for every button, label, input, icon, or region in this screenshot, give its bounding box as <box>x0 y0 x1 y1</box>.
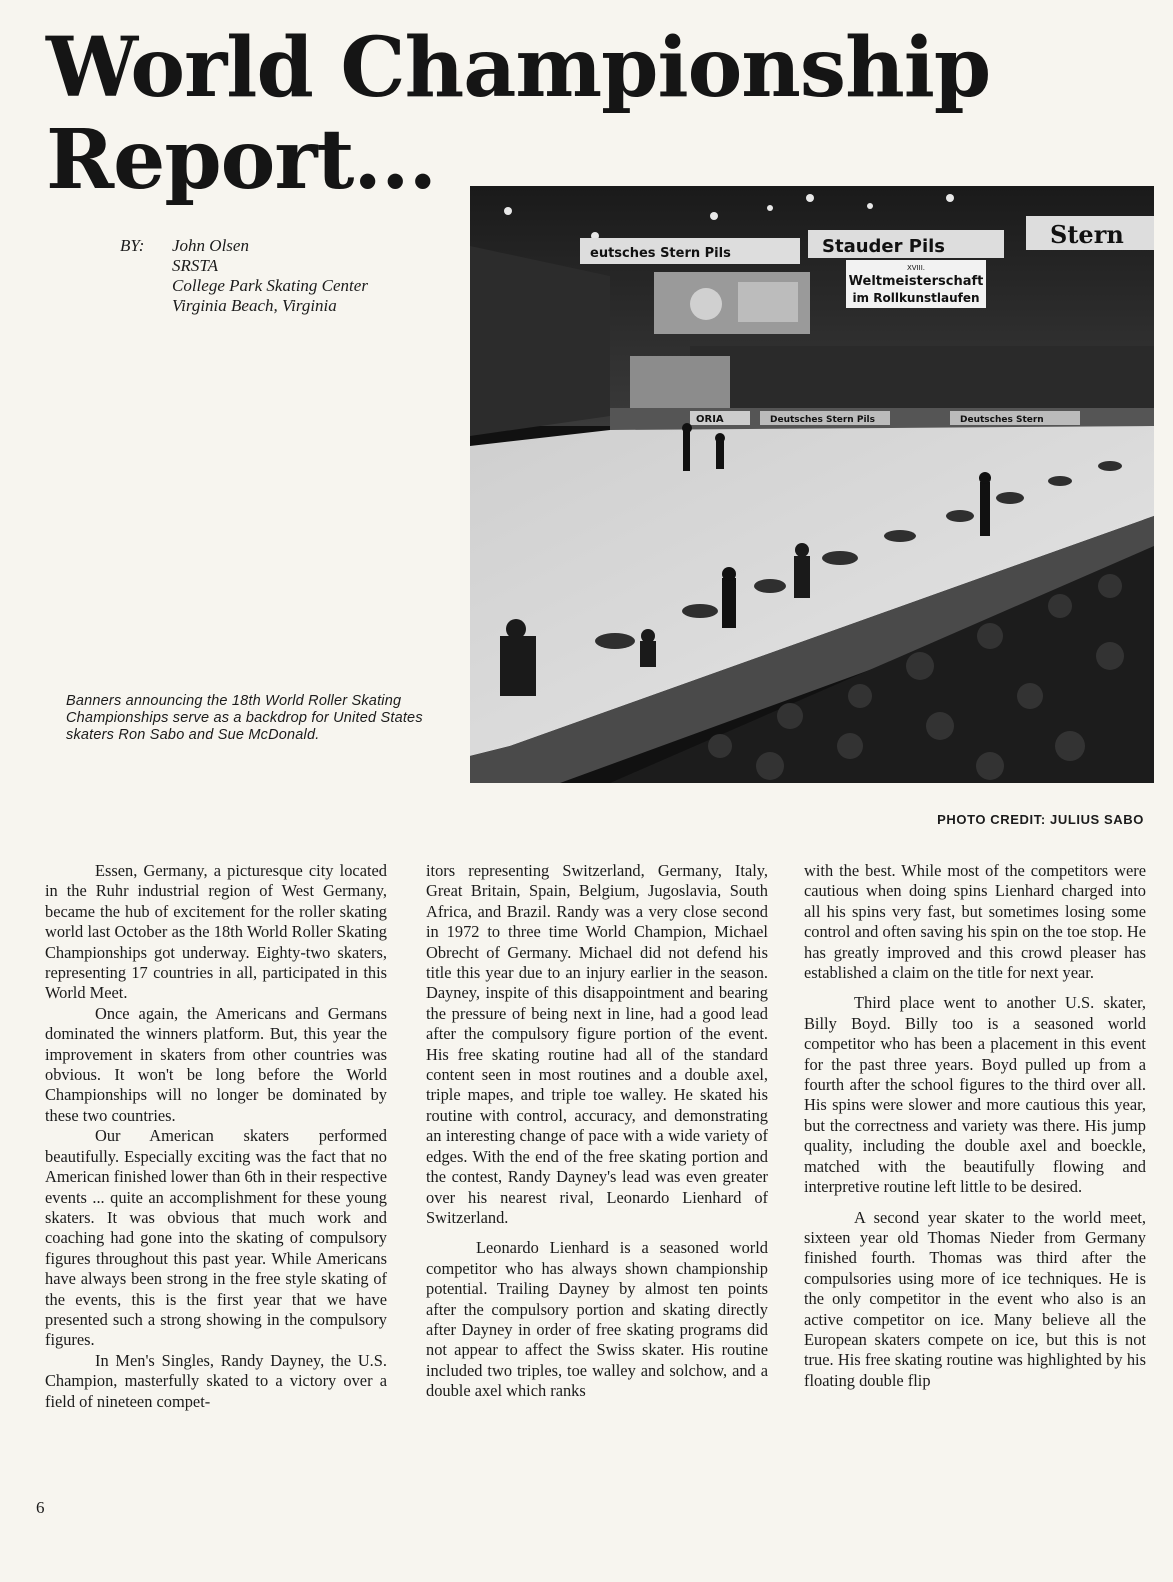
board-right-text: Deutsches Stern <box>960 415 1044 425</box>
paragraph: with the best. While most of the competitors were cautious when doing spins Lienhard charged into all his spins very fast, but sometimes losing some control and often saving his spin on the toe stop. He has greatly improved and this crowd pleaser has established a claim on the title for next year. <box>804 861 1146 983</box>
article-column-3 <box>804 861 1146 1391</box>
photo-caption: Banners announcing the 18th World Roller Skating Championships serve as a backdrop for United States skaters Ron Sabo and Sue McDonald. <box>66 693 423 743</box>
paragraph: A second year skater to the world meet, sixteen year old Thomas Nieder from Germany finished fourth. Thomas was third after the compulsories using more of ice techniques. He is the only competitor in the event who also is an active competitor on ice. Many believe all the European skaters compete on ice, but this is not true. His free skating routine was highlighted by his floating double flip <box>804 1207 1146 1390</box>
banner-left-text: eutsches Stern Pils <box>590 246 731 261</box>
paragraph: Once again, the Americans and Germans dominated the winners platform. But, this year the improvement in skaters from other countries was obvious. It won't be long before the World Championships will no longer be dominated by these two countries. <box>45 1003 387 1125</box>
author-rink: College Park Skating Center <box>172 276 368 295</box>
byline-lines <box>172 236 368 316</box>
author-location: Virginia Beach, Virginia <box>172 296 337 315</box>
author-affiliation: SRSTA <box>172 256 218 275</box>
paragraph: Essen, Germany, a picturesque city located in the Ruhr industrial region of West Germany, became the hub of excitement for the roller skating world last October as the 18th World Roller Skating Championships got underway. Eighty-two skaters, representing 17 countries in all, participated in this World Meet. <box>45 861 387 1003</box>
banner-mid-text: Stauder Pils <box>822 236 946 257</box>
paragraph: Third place went to another U.S. skater, Billy Boyd. Billy too is a seasoned world competitor who has been a placement in this event for the past three years. Boyd pulled up from a fourth after the school figures to the third over all. His spins were slower and more cautious this year, but the correctness and variety was there. His jump quality, including the double axel and boeckle, matched with the beautifully flowing and interpretive routine left little to be desired. <box>804 993 1146 1197</box>
byline-label: BY: <box>120 236 145 255</box>
paragraph: Our American skaters performed beautifully. Especially exciting was the fact that no American finished lower than 6th in their respective events ... quite an accomplishment for these young skaters. It was obvious that much work and coaching had gone into the skating of compulsory figures throughout this past year. While Americans have always been strong in the free style skating of the events, this is the first year that we have presented such a strong showing in the compulsory figures. <box>45 1126 387 1350</box>
sign-roman-numeral: XVIII. <box>906 264 926 272</box>
photo-credit: PHOTO CREDIT: JULIUS SABO <box>937 812 1144 827</box>
article-column-2 <box>426 861 768 1402</box>
article-column-1 <box>45 861 387 1412</box>
byline <box>120 236 368 316</box>
board-left-text: ORIA <box>696 414 724 425</box>
paragraph: Leonardo Lienhard is a seasoned world competitor who has always shown championship potential. Trailing Dayney by almost ten points after the compulsory portion and skating directly after Dayney in order of free skating programs did not appear to affect the Swiss skater. His routine included two triples, toe walley and solchow, and a double axel which ranks <box>426 1238 768 1401</box>
article-headline <box>46 22 1046 206</box>
board-mid-text: Deutsches Stern Pils <box>770 415 875 425</box>
arena-photo <box>470 186 1154 783</box>
headline-line-1: World Championship <box>46 20 991 116</box>
banner-right-text: Stern <box>1050 220 1124 249</box>
paragraph: In Men's Singles, Randy Dayney, the U.S. Champion, masterfully skated to a victory over a field of nineteen compet- <box>45 1350 387 1411</box>
author-name: John Olsen <box>172 236 249 255</box>
sign-line-2: im Rollkunstlaufen <box>852 291 980 305</box>
sign-line-1: Weltmeisterschaft <box>848 274 984 289</box>
headline-line-2: Report... <box>46 112 437 208</box>
page-number: 6 <box>36 1498 45 1517</box>
paragraph: itors representing Switzerland, Germany, Italy, Great Britain, Spain, Belgium, Jugoslavia, South Africa, and Brazil. Randy was a very close second in 1972 to three time World Champion, Michael Obrecht of Germany. Michael did not defend his title this year due to an injury earlier in the season. Dayney, inspite of this disappointment and bearing the pressure of being next in line, had a good lead after the compulsory figure portion of the event. His free skating routine had all of the standard content seen in most routines and a double axel, triple mapes, and triple toe walley. He skated his routine with control, accuracy, and demonstrating an interesting change of pace with a wide variety of edges. With the end of the free skating portion and the contest, Randy Dayney's lead was even greater over his nearest rival, Leonardo Lienhard of Switzerland. <box>426 861 768 1227</box>
